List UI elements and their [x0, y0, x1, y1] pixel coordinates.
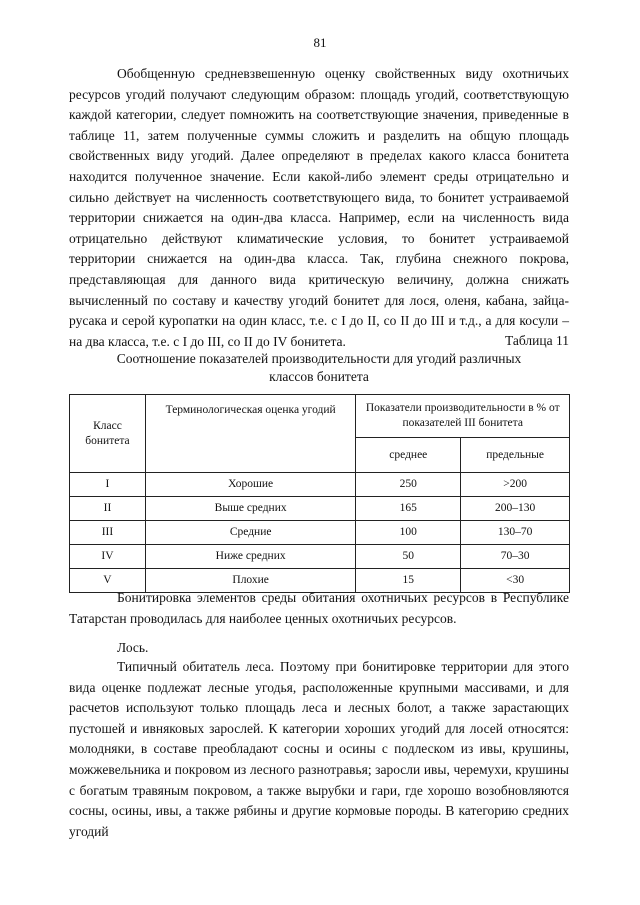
table-title-line-1: Соотношение показателей производительности для угодий различных: [116, 351, 522, 366]
paragraph-bonitet-tatarstan: Бонитировка элементов среды обитания охотничьих ресурсов в Республике Татарстан проводилась для наиболее ценных охотничьих ресурсов.: [69, 590, 569, 626]
cell-average: 15: [356, 569, 461, 593]
header-class: Класс бонитета: [70, 395, 146, 473]
cell-class: II: [70, 497, 146, 521]
cell-limit: 130–70: [461, 521, 570, 545]
paragraph-moose: Типичный обитатель леса. Поэтому при бонитировке территории для этого вида оценке подлежат лесные угодья, расположенные крупными массивами, и для расчетов используют только площадь леса и лесных болот, а также зарастающих пустошей и ивняковых зарослей. К категории хороших угодий для лосей относятся: молодняки, в составе преобладают сосны и осины с подлеском из ивы, крушины, можжевельника и покровом из лесного разнотравья; заросли ивы, черемухи, крушины с богатым травяным покровом, а также вырубки и гари, где хорошо возобновляются сосны, осины, ивы, а также рябины и другие кормовые породы. В категорию средних угодий: [69, 659, 569, 839]
header-assessment: Терминологическая оценка угодий: [145, 395, 356, 473]
table-title-line-2: классов бонитета: [269, 369, 369, 384]
cell-average: 165: [356, 497, 461, 521]
bonitet-table: [69, 394, 570, 593]
cell-assessment: Ниже средних: [145, 545, 356, 569]
cell-average: 100: [356, 521, 461, 545]
cell-assessment: Средние: [145, 521, 356, 545]
header-average: среднее: [356, 438, 461, 473]
cell-limit: >200: [461, 473, 570, 497]
cell-class: V: [70, 569, 146, 593]
cell-assessment: Плохие: [145, 569, 356, 593]
cell-limit: 200–130: [461, 497, 570, 521]
paragraph-heading-moose: Лось.: [117, 640, 149, 655]
cell-average: 50: [356, 545, 461, 569]
page-number: 81: [313, 35, 327, 50]
table-row: [70, 497, 570, 521]
header-limit: предельные: [461, 438, 570, 473]
cell-assessment: Выше средних: [145, 497, 356, 521]
cell-average: 250: [356, 473, 461, 497]
table-row: [70, 545, 570, 569]
cell-limit: <30: [461, 569, 570, 593]
cell-class: I: [70, 473, 146, 497]
table-row: [70, 473, 570, 497]
table-title: [69, 350, 569, 386]
table-row: [70, 521, 570, 545]
header-indicators: Показатели производительности в % от показателей III бонитета: [356, 395, 570, 438]
cell-class: III: [70, 521, 146, 545]
cell-class: IV: [70, 545, 146, 569]
paragraph-intro: Обобщенную средневзвешенную оценку свойственных виду охотничьих ресурсов угодий получают следующим образом: площадь угодий, соответствующую каждой категории, следует помножить на соответствующие значения, приведенные в таблице 11, затем полученные суммы сложить и разделить на общую площадь свойственных виду угодий. Далее определяют в пределах какого класса бонитета находится полученное значение. Если какой-либо элемент среды отрицательно и сильно действует на численность соответствующего вида, то бонитет устраиваемой территории снижается на один-два класса. Например, если на численность вида отрицательно действуют климатические условия, то бонитет устраиваемой территории снижается на один-два класса. Так, глубина снежного покрова, представляющая для данного вида критическую величину, должна снижать вычисленный по составу и качеству угодий бонитет для лося, оленя, кабана, зайца-русака и серой куропатки на один класс, т.е. с I до II, со II до III и т.д., а для косули – на два класса, т.е. с I до III, со II до IV бонитета.: [69, 66, 569, 349]
cell-assessment: Хорошие: [145, 473, 356, 497]
table-label: Таблица 11: [505, 333, 569, 348]
cell-limit: 70–30: [461, 545, 570, 569]
